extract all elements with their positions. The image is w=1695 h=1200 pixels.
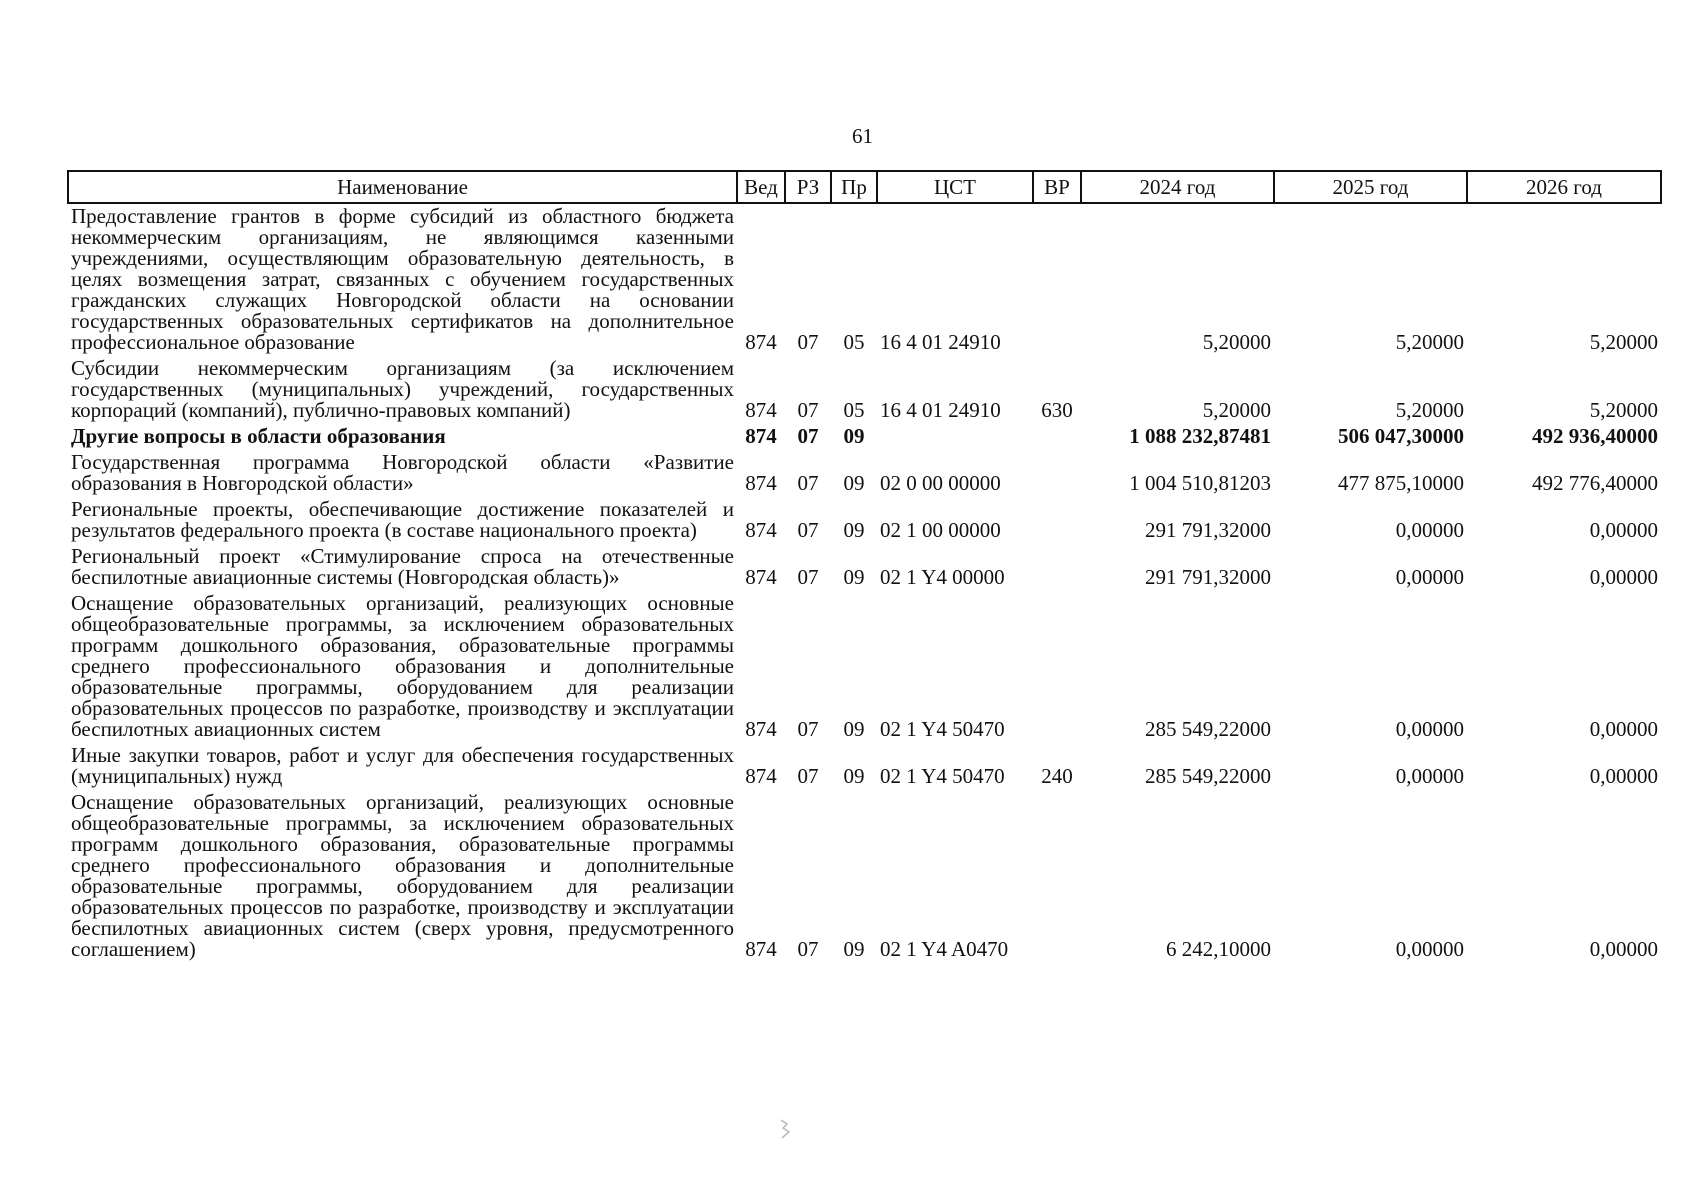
table-row <box>68 203 1661 356</box>
row-2026: 5,20000 <box>1589 330 1658 354</box>
table-row <box>68 356 1661 424</box>
row-2024: 291 791,32000 <box>1145 565 1271 589</box>
row-rz: 07 <box>797 471 819 495</box>
row-name: Оснащение образовательных организаций, реализующих основные общеобразовательные программы, за исключением образовательных программ дошкольного образования, образовательные программы среднего профессионального образования и дополнительные образовательные программы, оборудованием для реализации образовательных процессов по разработке, производству и эксплуатации беспилотных авиационных систем <box>71 591 734 741</box>
row-name: Другие вопросы в области образования <box>71 424 446 448</box>
row-2025: 0,00000 <box>1395 764 1464 788</box>
row-name: Оснащение образовательных организаций, реализующих основные общеобразовательные программы, за исключением образовательных программ дошкольного образования, образовательные программы среднего профессионального образования и дополнительные образовательные программы, оборудованием для реализации образовательных процессов по разработке, производству и эксплуатации беспилотных авиационных систем (сверх уровня, предусмотренного соглашением) <box>71 790 734 961</box>
row-rz: 07 <box>797 330 819 354</box>
table-body <box>68 203 1661 963</box>
table-row <box>68 424 1661 450</box>
row-2026: 0,00000 <box>1589 717 1658 741</box>
row-cst: 02 1 Y4 50470 <box>880 764 1005 788</box>
row-2025: 477 875,10000 <box>1338 471 1464 495</box>
row-2025: 5,20000 <box>1395 330 1464 354</box>
table-row <box>68 450 1661 497</box>
row-pr: 09 <box>843 471 865 495</box>
row-2024: 1 088 232,87481 <box>1129 424 1271 448</box>
table-header-row <box>68 171 1661 203</box>
header-name: Наименование <box>68 171 737 203</box>
row-cst: 16 4 01 24910 <box>880 398 1001 422</box>
row-vr <box>1033 790 1081 963</box>
row-2025: 506 047,30000 <box>1338 424 1464 448</box>
row-pr: 09 <box>843 565 865 589</box>
row-vr <box>1033 203 1081 356</box>
row-name: Предоставление грантов в форме субсидий из областного бюджета некоммерческим организациям, не являющимся казенными учреждениями, осуществляющим образовательную деятельность, в целях возмещения затрат, связанных с обучением государственных гражданских служащих Новгородской области на основании государственных образовательных сертификатов на дополнительное профессиональное образование <box>71 204 734 354</box>
row-pr: 05 <box>843 330 865 354</box>
row-rz: 07 <box>797 398 819 422</box>
row-name: Государственная программа Новгородской области «Развитие образования в Новгородской области» <box>71 450 734 495</box>
row-cst: 16 4 01 24910 <box>880 330 1001 354</box>
row-rz: 07 <box>797 764 819 788</box>
table-row <box>68 790 1661 963</box>
row-2025: 0,00000 <box>1395 717 1464 741</box>
row-2025: 0,00000 <box>1395 565 1464 589</box>
row-pr: 09 <box>843 518 865 542</box>
row-pr: 09 <box>843 717 865 741</box>
row-ved: 874 <box>745 330 777 354</box>
row-vr: 240 <box>1041 764 1073 788</box>
header-cst: ЦСТ <box>877 171 1033 203</box>
row-rz: 07 <box>797 518 819 542</box>
row-ved: 874 <box>745 717 777 741</box>
row-2026: 0,00000 <box>1589 565 1658 589</box>
scan-smudge <box>778 1118 792 1140</box>
row-rz: 07 <box>797 717 819 741</box>
row-name: Иные закупки товаров, работ и услуг для обеспечения государственных (муниципальных) нужд <box>71 743 734 788</box>
row-2026: 5,20000 <box>1589 398 1658 422</box>
row-2026: 0,00000 <box>1589 937 1658 961</box>
row-2025: 0,00000 <box>1395 937 1464 961</box>
header-ved: Вед <box>737 171 785 203</box>
header-vr: ВР <box>1033 171 1081 203</box>
row-vr <box>1033 424 1081 450</box>
row-pr: 09 <box>843 764 865 788</box>
row-vr <box>1033 544 1081 591</box>
row-vr <box>1033 497 1081 544</box>
row-cst: 02 0 00 00000 <box>880 471 1001 495</box>
row-2024: 5,20000 <box>1202 398 1271 422</box>
header-2024: 2024 год <box>1081 171 1274 203</box>
row-ved: 874 <box>745 518 777 542</box>
row-vr <box>1033 591 1081 743</box>
row-name: Региональные проекты, обеспечивающие достижение показателей и результатов федерального проекта (в составе национального проекта) <box>71 497 734 542</box>
row-cst: 02 1 Y4 A0470 <box>880 937 1009 961</box>
row-2026: 492 936,40000 <box>1532 424 1658 448</box>
row-cst <box>877 424 1033 450</box>
row-rz: 07 <box>797 424 819 448</box>
row-ved: 874 <box>745 471 777 495</box>
row-ved: 874 <box>745 937 777 961</box>
row-cst: 02 1 Y4 00000 <box>880 565 1005 589</box>
table-row <box>68 743 1661 790</box>
row-2025: 0,00000 <box>1395 518 1464 542</box>
header-2025: 2025 год <box>1274 171 1467 203</box>
row-cst: 02 1 00 00000 <box>880 518 1001 542</box>
row-ved: 874 <box>745 764 777 788</box>
table-row <box>68 591 1661 743</box>
page-number: 61 <box>852 124 873 148</box>
table-row <box>68 497 1661 544</box>
table-row <box>68 544 1661 591</box>
row-cst: 02 1 Y4 50470 <box>880 717 1005 741</box>
header-pr: Пр <box>831 171 877 203</box>
row-pr: 09 <box>843 937 865 961</box>
row-2024: 1 004 510,81203 <box>1129 471 1271 495</box>
row-vr: 630 <box>1041 398 1073 422</box>
row-2024: 291 791,32000 <box>1145 518 1271 542</box>
row-rz: 07 <box>797 937 819 961</box>
row-2026: 492 776,40000 <box>1532 471 1658 495</box>
budget-table <box>67 170 1662 963</box>
row-ved: 874 <box>745 565 777 589</box>
row-2026: 0,00000 <box>1589 518 1658 542</box>
header-2026: 2026 год <box>1467 171 1661 203</box>
row-name: Региональный проект «Стимулирование спроса на отечественные беспилотные авиационные системы (Новгородская область)» <box>71 544 734 589</box>
row-2024: 6 242,10000 <box>1166 937 1271 961</box>
row-name: Субсидии некоммерческим организациям (за исключением государственных (муниципальных) учреждений, государственных корпораций (компаний), публично-правовых компаний) <box>71 356 734 422</box>
row-rz: 07 <box>797 565 819 589</box>
row-2026: 0,00000 <box>1589 764 1658 788</box>
row-vr <box>1033 450 1081 497</box>
row-pr: 05 <box>843 398 865 422</box>
row-ved: 874 <box>745 424 777 448</box>
row-2024: 5,20000 <box>1202 330 1271 354</box>
row-2024: 285 549,22000 <box>1145 764 1271 788</box>
header-rz: РЗ <box>785 171 831 203</box>
row-2024: 285 549,22000 <box>1145 717 1271 741</box>
row-ved: 874 <box>745 398 777 422</box>
row-pr: 09 <box>843 424 865 448</box>
row-2025: 5,20000 <box>1395 398 1464 422</box>
